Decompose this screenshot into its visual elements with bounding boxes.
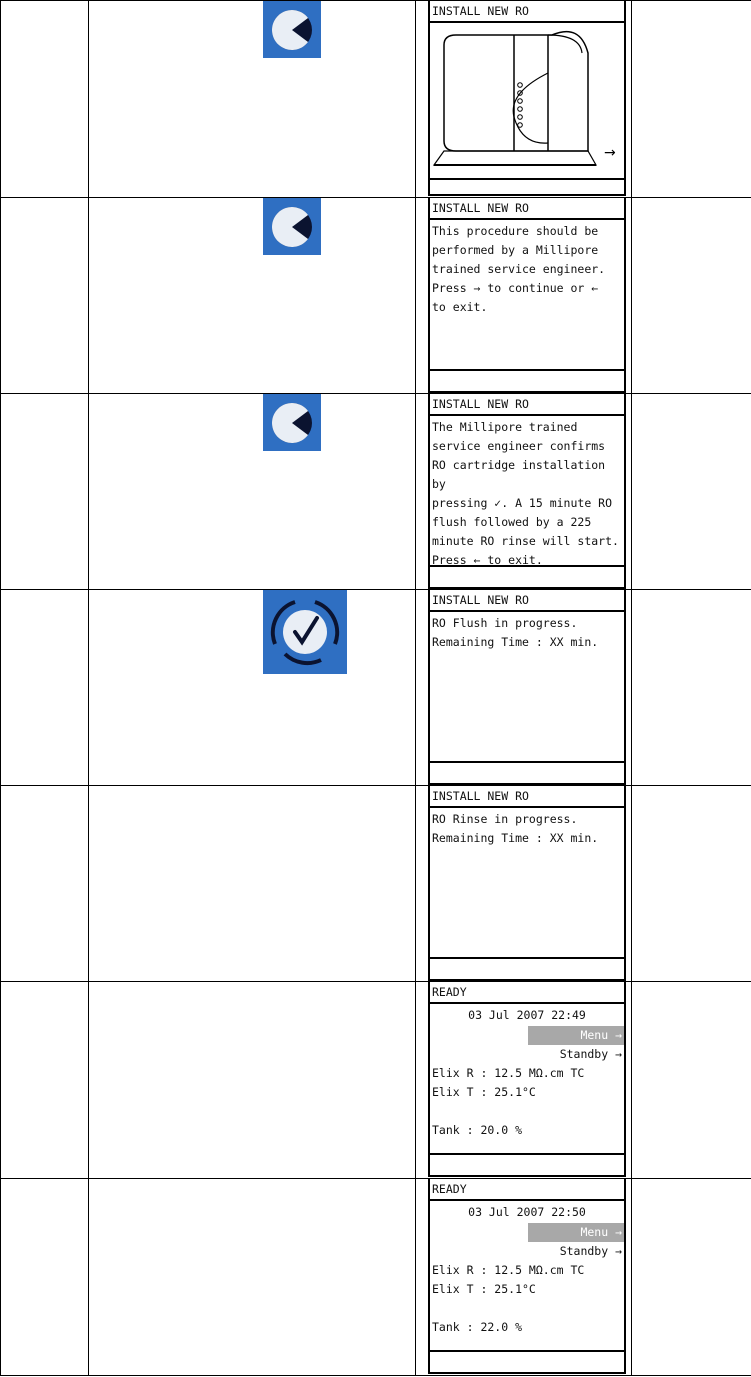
elix-resistivity: Elix R : 12.5 MΩ.cm TC [432, 1066, 585, 1080]
lcd-screen [428, 1, 626, 196]
step-cell [1, 1, 89, 198]
display-cell [416, 1, 632, 198]
screen-body [430, 220, 624, 369]
screen-line: pressing ✓. A 15 minute RO [432, 496, 613, 510]
lcd-screen [428, 982, 626, 1177]
next-arrow: → [604, 145, 616, 161]
tank-level: Tank : 20.0 % [432, 1123, 523, 1137]
arrow-right-icon [270, 401, 314, 445]
notes-cell [632, 198, 751, 394]
lcd-screen [428, 786, 626, 981]
notes-cell [632, 982, 751, 1179]
forward-button[interactable] [263, 198, 321, 255]
action-cell [89, 1, 416, 198]
step-cell [1, 1179, 89, 1376]
screen-body [430, 416, 624, 565]
ro-cartridge-illustration [430, 23, 624, 172]
screen-line: RO Flush in progress. [432, 616, 578, 630]
notes-cell [632, 394, 751, 590]
screen-line: Remaining Time : XX min. [432, 831, 599, 845]
screen-line: trained service engineer. [432, 262, 606, 276]
screen-line: RO Rinse in progress. [432, 812, 578, 826]
checkmark-icon [265, 592, 345, 672]
lcd-screen [428, 590, 626, 785]
step-cell [1, 982, 89, 1179]
table-row [1, 1, 751, 198]
screen-title: INSTALL NEW RO [430, 1, 624, 23]
step-cell [1, 394, 89, 590]
arrow-right-icon [270, 8, 314, 52]
table-row [1, 1179, 751, 1376]
screen-body [430, 808, 624, 957]
screen-footer [430, 761, 624, 785]
screen-line: Press → to continue or ← [432, 281, 599, 295]
table-row [1, 982, 751, 1179]
action-cell [89, 786, 416, 982]
lcd-screen [428, 394, 626, 589]
screen-line: performed by a Millipore [432, 243, 599, 257]
display-cell [416, 198, 632, 394]
action-cell [89, 982, 416, 1179]
screen-footer [430, 369, 624, 393]
screen-title: INSTALL NEW RO [430, 198, 624, 220]
table-row [1, 198, 751, 394]
standby-option[interactable]: Standby → [559, 1047, 622, 1061]
step-cell [1, 590, 89, 786]
notes-cell [632, 590, 751, 786]
screen-title: INSTALL NEW RO [430, 590, 624, 612]
action-cell [89, 590, 416, 786]
table-row [1, 590, 751, 786]
screen-line: RO cartridge installation by [432, 458, 606, 491]
screen-title: INSTALL NEW RO [430, 786, 624, 808]
date-time: 03 Jul 2007 22:50 [468, 1205, 586, 1219]
arrow-right-icon [270, 205, 314, 249]
display-cell [416, 982, 632, 1179]
forward-button[interactable] [263, 394, 321, 451]
screen-line: This procedure should be [432, 224, 599, 238]
action-cell [89, 1179, 416, 1376]
display-cell [416, 590, 632, 786]
screen-title: READY [430, 1179, 624, 1201]
screen-line: Remaining Time : XX min. [432, 635, 599, 649]
date-time: 03 Jul 2007 22:49 [468, 1008, 586, 1022]
screen-line: Press ← to exit. [432, 553, 543, 567]
screen-line: minute RO rinse will start. [432, 534, 619, 548]
table-row [1, 394, 751, 590]
action-cell [89, 198, 416, 394]
display-cell [416, 394, 632, 590]
lcd-screen [428, 198, 626, 393]
standby-option[interactable]: Standby → [559, 1244, 622, 1258]
elix-temperature: Elix T : 25.1°C [432, 1085, 536, 1099]
screen-body [430, 1201, 624, 1350]
display-cell [416, 1179, 632, 1376]
notes-cell [632, 1179, 751, 1376]
screen-line: to exit. [432, 300, 488, 314]
screen-title: READY [430, 982, 624, 1004]
notes-cell [632, 1, 751, 198]
screen-body [430, 1004, 624, 1153]
screen-footer [430, 1153, 624, 1177]
action-cell [89, 394, 416, 590]
screen-line: flush followed by a 225 [432, 515, 592, 529]
confirm-button[interactable] [263, 590, 347, 674]
screen-line: The Millipore trained [432, 420, 578, 434]
screen-footer [430, 957, 624, 981]
step-cell [1, 198, 89, 394]
table-row [1, 786, 751, 982]
screen-body [430, 612, 624, 761]
tank-level: Tank : 22.0 % [432, 1320, 523, 1334]
lcd-screen [428, 1179, 626, 1374]
screen-line: service engineer confirms [432, 439, 606, 453]
notes-cell [632, 786, 751, 982]
menu-option[interactable]: Menu → [528, 1223, 624, 1242]
step-cell [1, 786, 89, 982]
screen-title: INSTALL NEW RO [430, 394, 624, 416]
screen-footer [430, 1350, 624, 1374]
elix-temperature: Elix T : 25.1°C [432, 1282, 536, 1296]
display-cell [416, 786, 632, 982]
forward-button[interactable] [263, 1, 321, 58]
elix-resistivity: Elix R : 12.5 MΩ.cm TC [432, 1263, 585, 1277]
menu-option[interactable]: Menu → [528, 1026, 624, 1045]
